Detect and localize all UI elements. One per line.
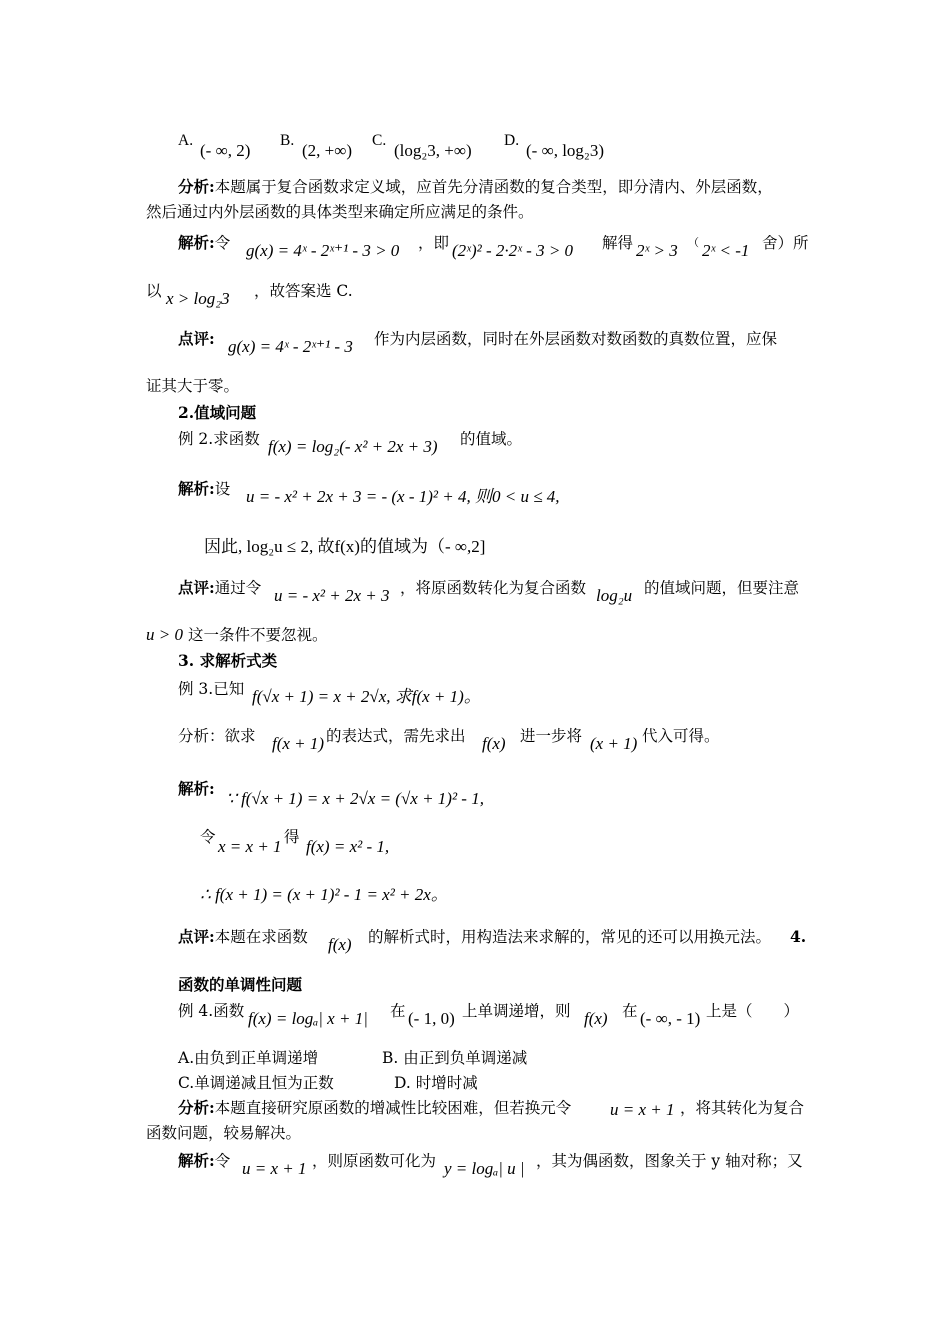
- example-3: [178, 678, 578, 706]
- ex2-comment-line1: [178, 577, 808, 605]
- analysis-text: 的表达式，需先求出: [326, 727, 466, 745]
- section-4-number: 4.: [790, 927, 807, 946]
- analysis-text: 本题属于复合函数求定义域，应首先分清函数的复合类型，即分清内、外层函数，: [214, 178, 773, 196]
- option-a-label: A.: [178, 132, 194, 149]
- formula: f(x): [482, 734, 506, 753]
- formula: log₂u: [596, 586, 633, 605]
- ex4-options-row2: [178, 1072, 678, 1094]
- ex3-solution-line3: ∴ f(x + 1) = (x + 1)² - 1 = x² + 2x。: [200, 885, 448, 904]
- solution-label: 解析:: [178, 1151, 215, 1170]
- formula: f(x): [584, 1009, 608, 1028]
- solution-label: 解析:: [178, 779, 215, 798]
- section-2-heading: 2.值域问题: [178, 403, 257, 422]
- comment-text: ，将原函数转化为复合函数: [400, 579, 587, 597]
- analysis-text: 本题直接研究原函数的增减性比较困难，但若换元令: [214, 1099, 572, 1117]
- formula: (2ˣ)² - 2·2ˣ - 3 > 0: [452, 241, 574, 260]
- example-text: 例 3.已知: [178, 680, 245, 698]
- analysis-text: 进一步将: [520, 727, 583, 745]
- comment-text: 通过令: [214, 579, 262, 597]
- ex4-solution-line1: [178, 1150, 818, 1178]
- analysis-label: 分析:: [178, 177, 215, 196]
- example-4: [178, 1000, 800, 1028]
- option-c-label: C.: [372, 132, 387, 149]
- formula: f(x) = log₂(- x² + 2x + 3): [268, 437, 438, 456]
- analysis-label: 分析:: [178, 1098, 215, 1117]
- ex1-solution-line2: [146, 280, 446, 308]
- comment-text: 本题在求函数: [214, 928, 308, 946]
- ex1-analysis-line2: [146, 201, 534, 223]
- analysis-text: 代入可得。: [642, 727, 720, 745]
- solution-text: ，其为偶函数，图象关于 y 轴对称；又: [536, 1152, 803, 1170]
- example-text: 的值域。: [460, 430, 523, 448]
- example-text: 上单调递增，则: [462, 1002, 571, 1020]
- comment-text: 的解析式时，用构造法来求解的，常见的还可以用换元法。: [368, 928, 772, 946]
- solution-text: ，即: [418, 234, 450, 252]
- solution-text: 令: [214, 1152, 231, 1170]
- comment-label: 点评:: [178, 329, 215, 348]
- formula: f(√x + 1) = x + 2√x, 求f(x + 1)。: [252, 687, 481, 706]
- ex1-solution-line1: [178, 232, 809, 260]
- ex1-comment-line2: [146, 375, 239, 397]
- solution-text: 得: [284, 828, 300, 846]
- comment-text: 作为内层函数，同时在外层函数对数函数的真数位置，应保: [374, 330, 778, 348]
- analysis-text: 然后通过内外层函数的具体类型来确定所应满足的条件。: [146, 203, 534, 221]
- ex3-solution-line1: [178, 778, 578, 808]
- solution-text: 舍）所: [762, 234, 809, 252]
- section-4-heading: 函数的单调性问题: [178, 975, 303, 994]
- ex3-analysis: [178, 725, 778, 753]
- analysis-text: 函数问题，较易解决。: [146, 1124, 302, 1142]
- option-b: B. 由正到负单调递减: [382, 1049, 528, 1067]
- ex2-solution-line1: [178, 478, 658, 506]
- solution-text: ，故答案选 C.: [254, 282, 353, 300]
- example-2: [178, 428, 578, 456]
- comment-text: 的值域问题，但要注意: [644, 579, 800, 597]
- option-b-value: (2, +∞): [302, 141, 353, 160]
- ex3-solution-line2: [200, 826, 500, 856]
- section-3-heading: 3. 求解析式类: [178, 651, 278, 670]
- option-d: D. 时增时减: [394, 1074, 478, 1092]
- formula: u = - x² + 2x + 3: [274, 586, 390, 605]
- formula: u = - x² + 2x + 3 = - (x - 1)² + 4, 则0 < u ≤ 4,: [246, 487, 560, 506]
- ex4-analysis-line2: [146, 1122, 301, 1144]
- solution-text: ，则原函数可化为: [312, 1152, 437, 1170]
- formula: u > 0: [146, 625, 183, 644]
- comment-label: 点评:: [178, 927, 215, 946]
- option-d-value: (- ∞, log₂3): [526, 141, 605, 160]
- option-c-value: (log₂3, +∞): [394, 141, 472, 160]
- formula: f(x) = x² - 1,: [306, 837, 390, 856]
- solution-text: 令: [214, 234, 231, 252]
- formula: u = x + 1: [242, 1159, 307, 1178]
- solution-text: 令: [200, 828, 216, 846]
- solution-text: 以: [146, 282, 162, 300]
- example-text: 例 4.函数: [178, 1002, 245, 1020]
- solution-label: 解析:: [178, 233, 215, 252]
- formula: f(x) = logₐ| x + 1|: [248, 1009, 368, 1028]
- option-a-value: (- ∞, 2): [200, 141, 251, 160]
- comment-text: 这一条件不要忽视。: [188, 626, 328, 644]
- formula: x > log₂3: [166, 289, 230, 308]
- ex4-options-row1: [178, 1047, 678, 1069]
- formula: y = logₐ| u |: [444, 1159, 525, 1178]
- example-text: 在: [622, 1002, 638, 1020]
- ex1-comment-line1: [178, 328, 808, 356]
- option-c: C.单调递减且恒为正数: [178, 1074, 334, 1092]
- formula: g(x) = 4ˣ - 2ˣ⁺¹ - 3: [228, 337, 353, 356]
- ex1-analysis-line1: [178, 176, 773, 198]
- solution-text: 设: [214, 480, 231, 498]
- ex3-comment: [178, 926, 818, 954]
- option-a: A.由负到正单调递增: [178, 1049, 319, 1067]
- option-b-label: B.: [280, 132, 295, 149]
- formula: g(x) = 4ˣ - 2ˣ⁺¹ - 3 > 0: [246, 241, 400, 260]
- example-text: 在: [390, 1002, 406, 1020]
- ex2-comment-line2: [146, 624, 446, 646]
- formula: x = x + 1: [218, 837, 282, 856]
- example-text: 上是（ ）: [706, 1002, 800, 1020]
- solution-label: 解析:: [178, 479, 215, 498]
- ex2-solution-line2: 因此, log₂u ≤ 2, 故f(x)的值域为（- ∞,2]: [204, 537, 486, 556]
- ex4-analysis-line1: [178, 1097, 818, 1119]
- formula: 2ˣ < -1: [702, 241, 750, 260]
- formula: (x + 1): [590, 734, 638, 753]
- option-d-label: D.: [504, 132, 520, 149]
- formula: (- ∞, - 1): [640, 1009, 701, 1028]
- comment-label: 点评:: [178, 578, 215, 597]
- formula: u = x + 1: [610, 1100, 675, 1119]
- solution-text: 解得: [602, 234, 634, 252]
- analysis-text: 分析：欲求: [178, 727, 256, 745]
- example-text: 例 2.求函数: [178, 430, 260, 448]
- formula: f(x): [328, 935, 352, 954]
- formula: (- 1, 0): [408, 1009, 455, 1028]
- solution-text: （: [688, 236, 699, 249]
- comment-text: 证其大于零。: [146, 377, 240, 395]
- formula: ∵ f(√x + 1) = x + 2√x = (√x + 1)² - 1,: [226, 789, 484, 808]
- analysis-text: ，将其转化为复合: [680, 1099, 805, 1117]
- formula: f(x + 1): [272, 734, 325, 753]
- formula: 2ˣ > 3: [636, 241, 678, 260]
